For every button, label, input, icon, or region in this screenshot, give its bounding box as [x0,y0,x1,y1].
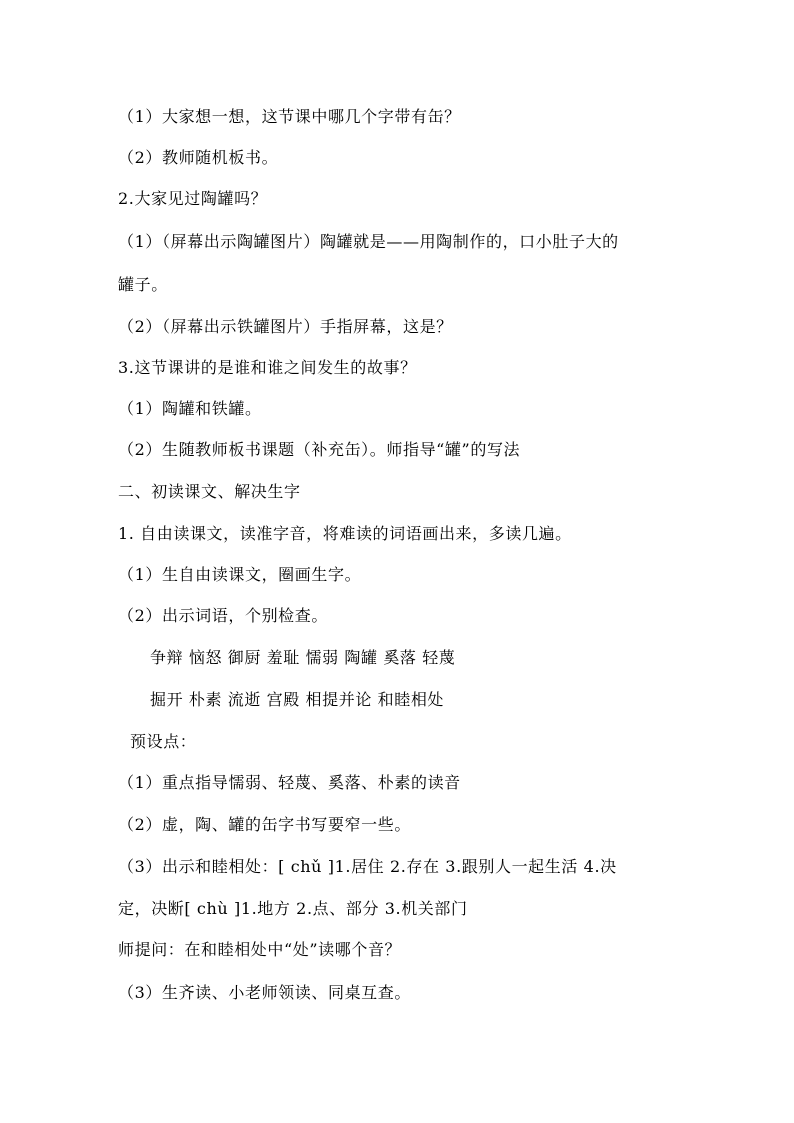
line-6: （2）（屏幕出示铁罐图片）手指屏幕，这是？ [118,317,453,336]
line-5: 罐子。 [118,275,168,294]
section-heading: 二、初读课文、解决生字 [118,482,301,501]
line-4: （1）（屏幕出示陶罐图片）陶罐就是——用陶制作的，口小肚子大的 [118,232,619,251]
line-20: 定，决断[ chù ]1.地方 2.点、部分 3.机关部门 [118,899,468,918]
line-2: （2）教师随机板书。 [118,148,279,167]
line-1: （1）大家想一想，这节课中哪几个字带有缶？ [118,107,461,126]
line-3: 2.大家见过陶罐吗？ [118,189,268,208]
line-11: 1. 自由读课文，读准字音，将难读的词语画出来，多读几遍。 [118,524,572,543]
vocab-line-1: 争辩 恼怒 御厨 羞耻 懦弱 陶罐 奚落 轻蔑 [150,648,456,667]
line-12: （1）生自由读课文，圈画生字。 [118,565,362,584]
line-22: （3）生齐读、小老师领读、同桌互查。 [118,983,411,1002]
line-9: （2）生随教师板书课题（补充缶）。师指导“罐”的写法 [118,440,521,459]
line-8: （1）陶罐和铁罐。 [118,399,262,418]
line-18: （2）虚，陶、罐的缶字书写要窄一些。 [118,815,411,834]
line-16: 预设点： [130,732,197,751]
line-17: （1）重点指导懦弱、轻蔑、奚落、朴素的读音 [118,773,461,792]
line-7: 3.这节课讲的是谁和谁之间发生的故事？ [118,358,417,377]
line-19: （3）出示和睦相处：[ chǔ ]1.居住 2.存在 3.跟别人一起生活 4.决 [118,857,617,876]
vocab-line-2: 掘开 朴素 流逝 宫殿 相提并论 和睦相处 [150,690,445,709]
line-13: （2）出示词语，个别检查。 [118,606,328,625]
line-21: 师提问：在和睦相处中“处”读哪个音？ [118,940,402,959]
